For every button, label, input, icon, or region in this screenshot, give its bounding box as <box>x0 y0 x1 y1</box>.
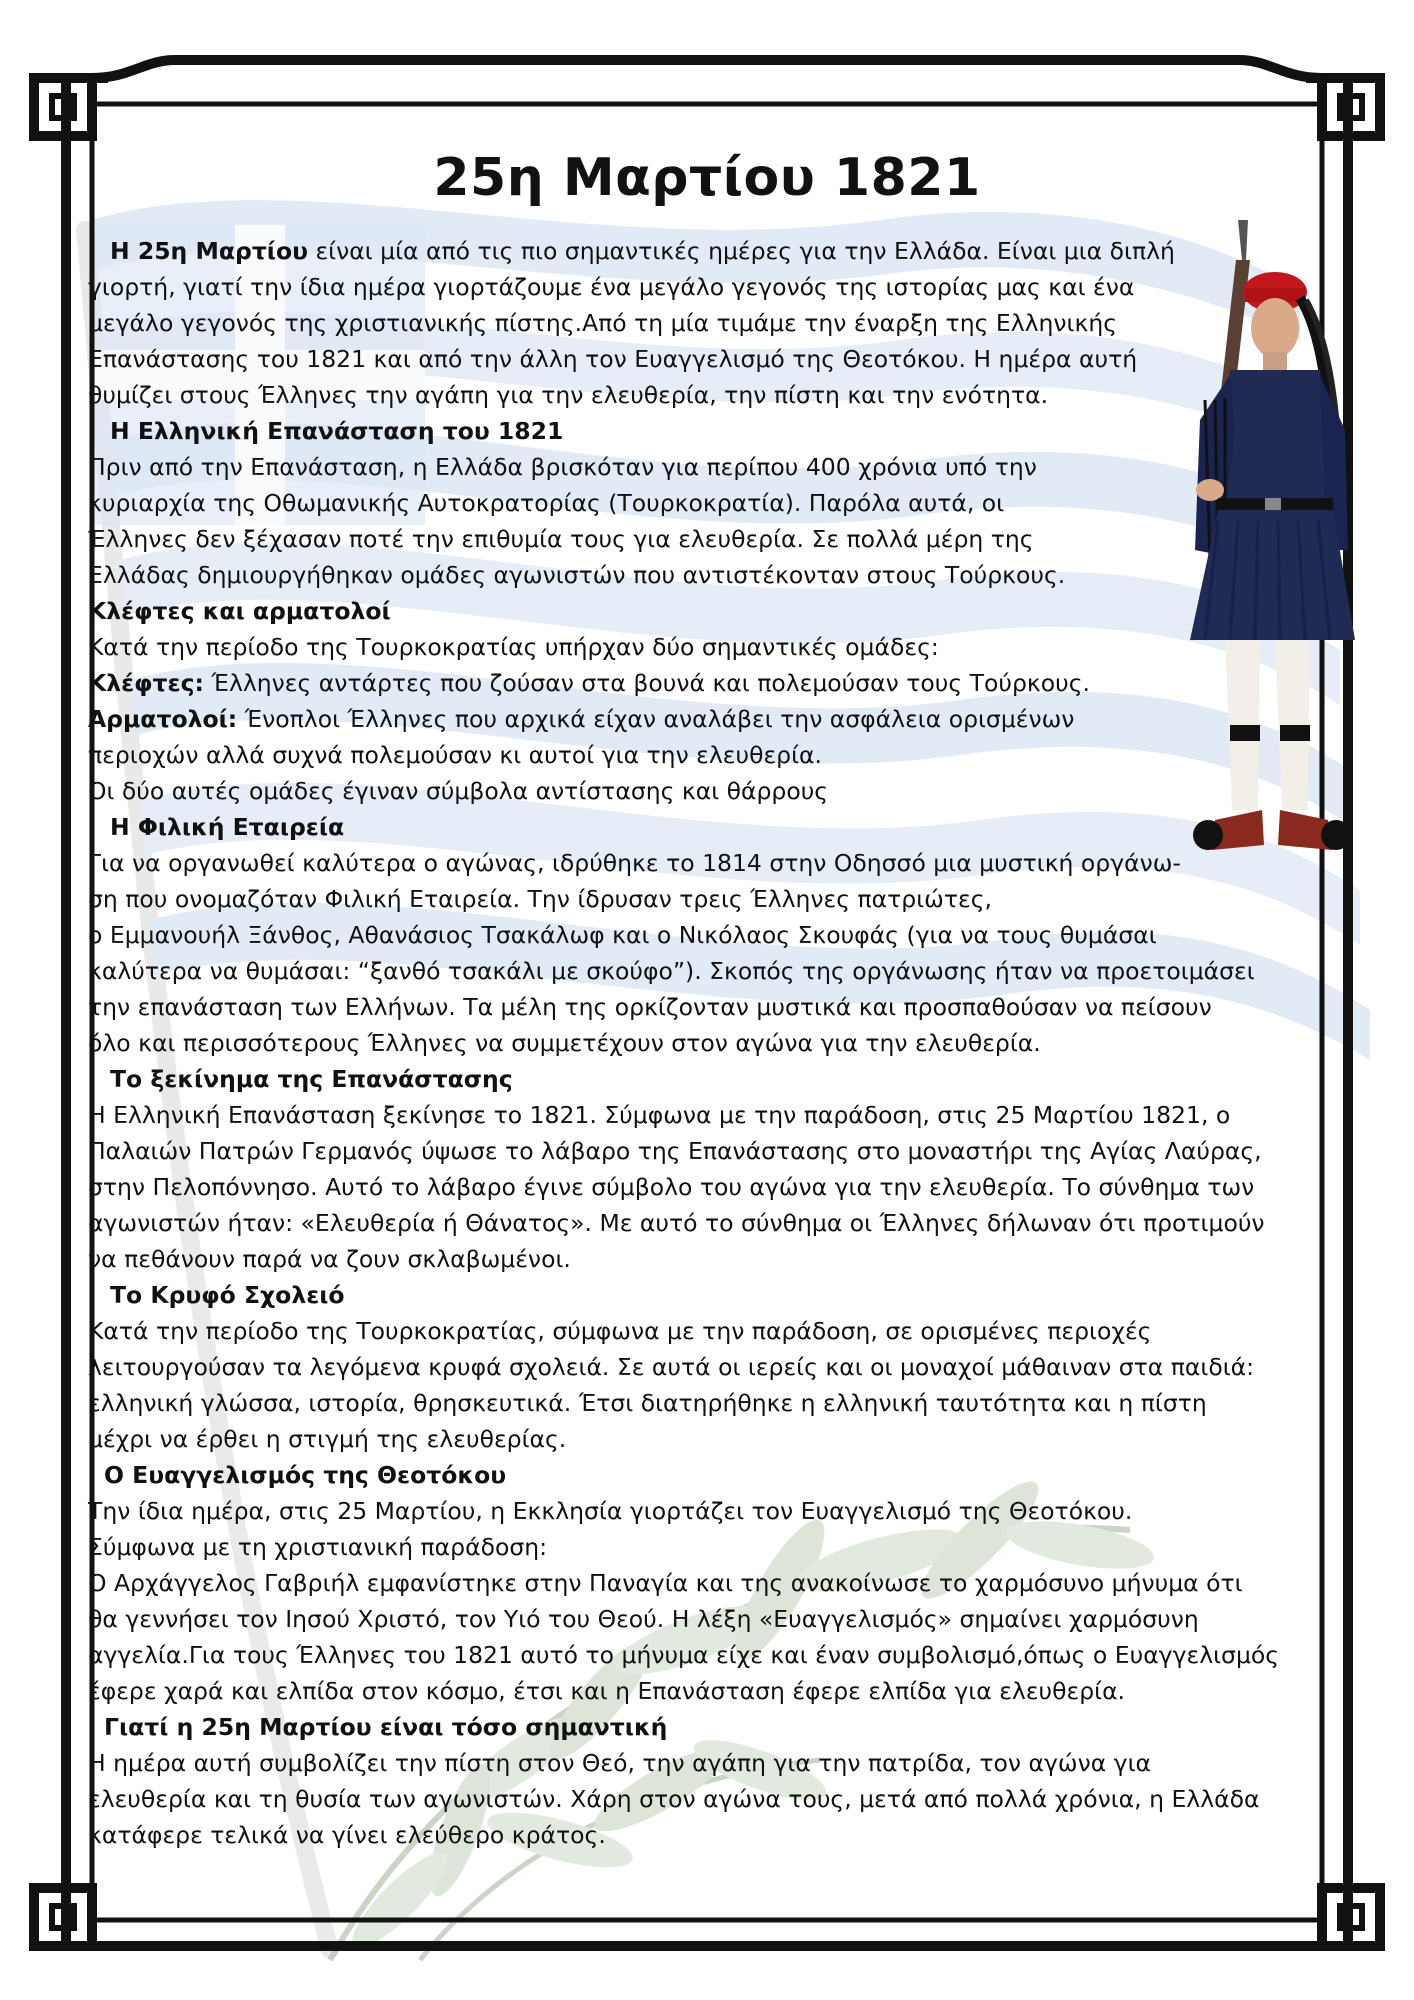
section-heading: Η Ελληνική Επανάσταση του 1821 <box>110 417 564 445</box>
page-title: 25η Μαρτίου 1821 <box>433 148 981 208</box>
intro-lead: Η 25η Μαρτίου <box>110 237 308 265</box>
intro-line-1: είναι μία από τις πιο σημαντικές ημέρες για την Ελλάδα. Είναι μια διπλή <box>307 237 1175 265</box>
term-klefts: Κλέφτες: <box>88 669 204 697</box>
paragraph-line: λειτουργούσαν τα λεγόμενα κρυφά σχολειά. Σε αυτά οι ιερείς και οι μοναχοί μάθαιναν στα παιδιά: <box>88 1353 1255 1381</box>
paragraph-line: καλύτερα να θυμάσαι: “ξανθό τσακάλι με σκούφο”). Σκοπός της οργάνωσης ήταν να προετοιμάσει <box>88 957 1255 985</box>
intro-line-3: μεγάλο γεγονός της χριστιανικής πίστης.Από τη μία τιμάμε την έναρξη της Ελληνικής <box>88 309 1118 337</box>
paragraph-line: Έλληνες δεν ξέχασαν ποτέ την επιθυμία τους για ελευθερία. Σε πολλά μέρη της <box>88 525 1034 553</box>
article-body <box>88 233 1328 1853</box>
intro-line-4: Επανάστασης του 1821 και από την άλλη τον Ευαγγελισμό της Θεοτόκου. Η ημέρα αυτή <box>88 345 1138 373</box>
intro-line-5: θυμίζει στους Έλληνες την αγάπη για την ελευθερία, την πίστη και την ενότητα. <box>88 381 1049 409</box>
paragraph-line: Ο Αρχάγγελος Γαβριήλ εμφανίστηκε στην Παναγία και της ανακοίνωσε το χαρμόσυνο μήνυμα ότι <box>88 1569 1243 1597</box>
paragraph-line: κυριαρχία της Οθωμανικής Αυτοκρατορίας (Τουρκοκρατία). Παρόλα αυτά, οι <box>88 489 1005 517</box>
paragraph-line: Οι δύο αυτές ομάδες έγιναν σύμβολα αντίστασης και θάρρους <box>88 777 829 805</box>
paragraph-line: θα γεννήσει τον Ιησού Χριστό, τον Υιό του Θεού. Η λέξη «Ευαγγελισμός» σημαίνει χαρμόσυνη <box>88 1605 1199 1633</box>
section-annunciation <box>88 1457 1328 1709</box>
section-heading: Κλέφτες και αρματολοί <box>88 597 391 625</box>
definition-klefts: Έλληνες αντάρτες που ζούσαν στα βουνά και πολεμούσαν τους Τούρκους. <box>203 669 1090 697</box>
paragraph-line: Την ίδια ημέρα, στις 25 Μαρτίου, η Εκκλησία γιορτάζει τον Ευαγγελισμό της Θεοτόκου. <box>88 1497 1133 1525</box>
section-klefts-armatoloi <box>88 593 1328 809</box>
paragraph-line: ση που ονομαζόταν Φιλική Εταιρεία. Την ίδρυσαν τρεις Έλληνες πατριώτες, <box>88 885 992 913</box>
paragraph-line: να πεθάνουν παρά να ζουν σκλαβωμένοι. <box>88 1245 571 1273</box>
section-heading: Το ξεκίνημα της Επανάστασης <box>110 1065 513 1093</box>
section-why-important <box>88 1709 1328 1853</box>
paragraph-line: ελληνική γλώσσα, ιστορία, θρησκευτικά. Έτσι διατηρήθηκε η ελληνική ταυτότητα και η πίστη <box>88 1389 1207 1417</box>
paragraph-line: κατάφερε τελικά να γίνει ελεύθερο κράτος. <box>88 1821 606 1849</box>
paragraph-line: Σύμφωνα με τη χριστιανική παράδοση: <box>88 1533 548 1561</box>
paragraph-line: Η ημέρα αυτή συμβολίζει την πίστη στον Θεό, την αγάπη για την πατρίδα, τον αγώνα για <box>88 1749 1152 1777</box>
section-heading: Το Κρυφό Σχολειό <box>110 1281 345 1309</box>
paragraph-line: την επανάσταση των Ελλήνων. Τα μέλη της ορκίζονταν μυστικά και προσπαθούσαν να πείσουν <box>88 993 1212 1021</box>
paragraph-line: ελευθερία και τη θυσία των αγωνιστών. Χάρη στον αγώνα τους, μετά από πολλά χρόνια, η Ελλάδα <box>88 1785 1260 1813</box>
intro-section <box>88 233 1328 413</box>
section-revolution-start <box>88 1061 1328 1277</box>
paragraph-line: αγωνιστών ήταν: «Ελευθερία ή Θάνατος». Με αυτό το σύνθημα οι Έλληνες δήλωναν ότι προτιμούν <box>88 1209 1265 1237</box>
paragraph-line: ο Εμμανουήλ Ξάνθος, Αθανάσιος Τσακάλωφ και ο Νικόλαος Σκουφάς (για να τους θυμάσαι <box>88 921 1157 949</box>
paragraph-line: Πριν από την Επανάσταση, η Ελλάδα βρισκόταν για περίπου 400 χρόνια υπό την <box>88 453 1037 481</box>
paragraph-line: στην Πελοπόννησο. Αυτό το λάβαρο έγινε σύμβολο του αγώνα για την ελευθερία. Το σύνθημα των <box>88 1173 1255 1201</box>
paragraph-line: μέχρι να έρθει η στιγμή της ελευθερίας. <box>88 1425 567 1453</box>
definition-armatoloi: Ένοπλοι Έλληνες που αρχικά είχαν αναλάβει την ασφάλεια ορισμένων <box>237 705 1075 733</box>
paragraph-line: Για να οργανωθεί καλύτερα ο αγώνας, ιδρύθηκε το 1814 στην Οδησσό μια μυστική οργάνω- <box>88 849 1181 877</box>
section-filiki-etaireia <box>88 809 1328 1061</box>
term-armatoloi: Αρματολοί: <box>88 705 238 733</box>
section-secret-school <box>88 1277 1328 1457</box>
section-heading: Γιατί η 25η Μαρτίου είναι τόσο σημαντική <box>104 1713 668 1741</box>
paragraph-line: Ελλάδας δημιουργήθηκαν ομάδες αγωνιστών που αντιστέκονταν στους Τούρκους. <box>88 561 1066 589</box>
paragraph-line: Η Ελληνική Επανάσταση ξεκίνησε το 1821. Σύμφωνα με την παράδοση, στις 25 Μαρτίου 1821, ο <box>88 1101 1231 1129</box>
paragraph-line: έφερε χαρά και ελπίδα στον κόσμο, έτσι και η Επανάσταση έφερε ελπίδα για ελευθερία. <box>88 1677 1126 1705</box>
intro-line-2: γιορτή, γιατί την ίδια ημέρα γιορτάζουμε ένα μεγάλο γεγονός της ιστορίας μας και ένα <box>88 273 1135 301</box>
paragraph-line: αγγελία.Για τους Έλληνες του 1821 αυτό το μήνυμα είχε και έναν συμβολισμό,όπως ο Ευαγγελισμός <box>88 1641 1280 1669</box>
section-greek-revolution <box>88 413 1328 593</box>
paragraph-line: Κατά την περίοδο της Τουρκοκρατίας, σύμφωνα με την παράδοση, σε ορισμένες περιοχές <box>88 1317 1152 1345</box>
section-heading: Η Φιλική Εταιρεία <box>110 813 345 841</box>
paragraph-line: περιοχών αλλά συχνά πολεμούσαν κι αυτοί για την ελευθερία. <box>88 741 822 769</box>
section-heading: Ο Ευαγγελισμός της Θεοτόκου <box>104 1461 507 1489</box>
paragraph-line: Παλαιών Πατρών Γερμανός ύψωσε το λάβαρο της Επανάστασης στο μοναστήρι της Αγίας Λαύρας, <box>88 1137 1262 1165</box>
paragraph-line: Κατά την περίοδο της Τουρκοκρατίας υπήρχαν δύο σημαντικές ομάδες: <box>88 633 939 661</box>
paragraph-line: όλο και περισσότερους Έλληνες να συμμετέχουν στον αγώνα για την ελευθερία. <box>88 1029 1041 1057</box>
